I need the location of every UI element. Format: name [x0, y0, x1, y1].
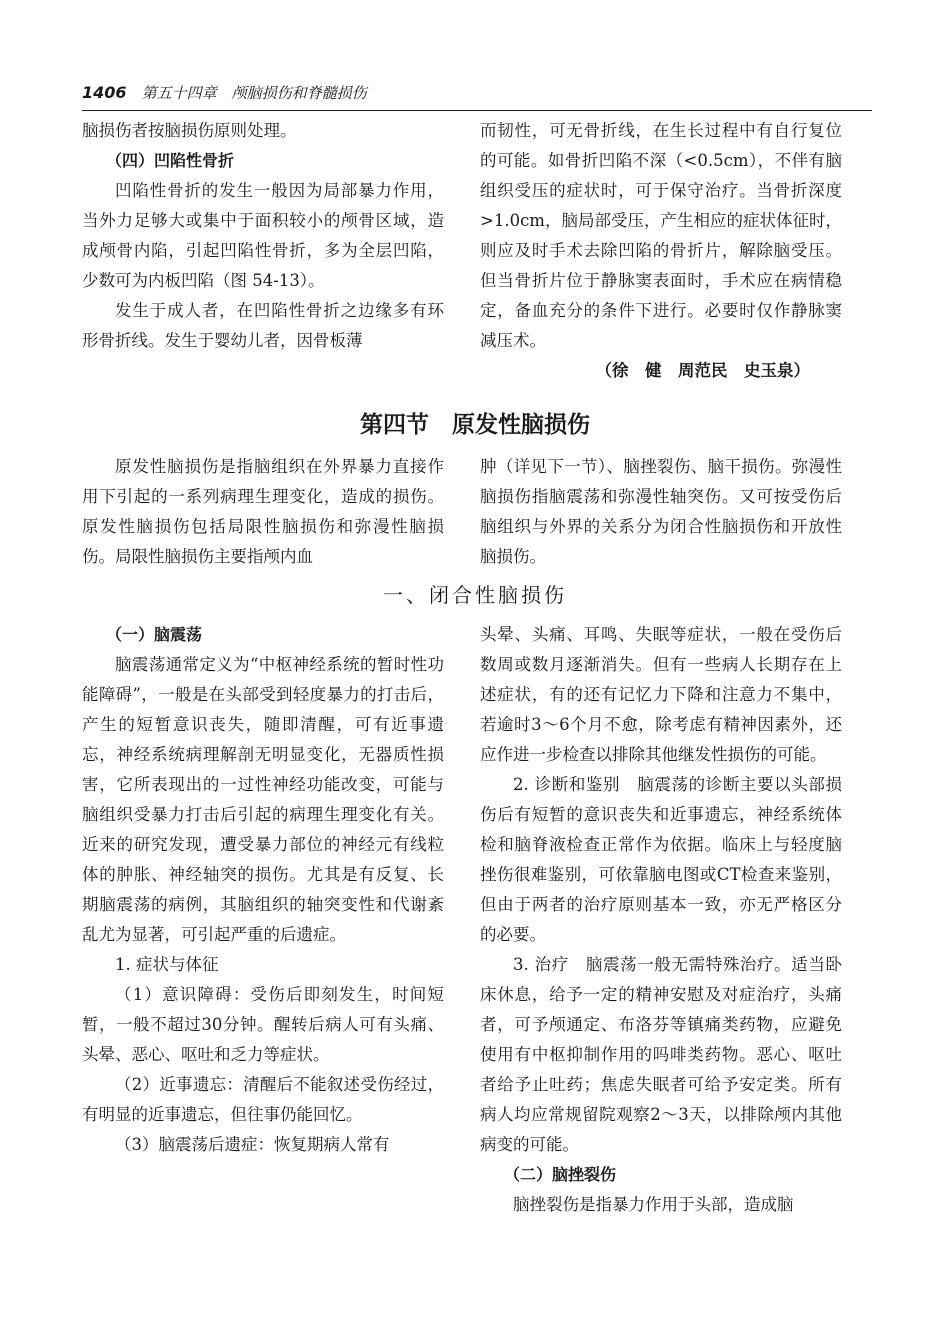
paragraph: 脑挫裂伤是指暴力作用于头部，造成脑: [513, 1195, 794, 1214]
intro-right-column: [480, 452, 842, 572]
paragraph: 凹陷性骨折的发生一般因为局部暴力作用，当外力足够大或集中于面积较小的颅骨区域，造成颅骨内陷，引起凹陷性骨折，多为全层凹陷，少数可为内板凹陷（图 54-13）。: [82, 181, 444, 290]
paragraph: 3. 治疗 脑震荡一般无需特殊治疗。适当卧床休息，给予一定的精神安慰及对症治疗，头痛者，可予颅通定、布洛芬等镇痛类药物，应避免使用有中枢抑制作用的吗啡类药物。恶心、呕吐者给予止吐药；焦虑失眠者可给予安定类。所有病人均应常规留院观察2～3天，以排除颅内其他病变的可能。: [480, 955, 842, 1154]
bottom-left-column: [82, 620, 444, 1160]
intro-left-column: [82, 452, 444, 572]
paragraph: 脑震荡通常定义为“中枢神经系统的暂时性功能障碍”，一般是在头部受到轻度暴力的打击后，产生的短暂意识丧失，随即清醒，可有近事遗忘，神经系统病理解剖无明显变化，无器质性损害，它所表现出的一过性神经功能改变，可能与脑组织受暴力打击后引起的病理生理变化有关。近来的研究发现，遭受暴力部位的神经元有线粒体的肿胀、神经轴突的损伤。尤其是有反复、长期脑震荡的病例，其脑组织的轴突变性和代谢紊乱尤为显著，可引起严重的后遗症。: [82, 655, 444, 944]
page-number: 1406: [82, 83, 127, 102]
paragraph: （3）脑震荡后遗症：恢复期病人常有: [115, 1135, 390, 1154]
page-header: [82, 82, 872, 111]
top-left-column: [82, 116, 444, 356]
heading-depressed-fracture: （四）凹陷性骨折: [106, 151, 235, 170]
paragraph: （2）近事遗忘：清醒后不能叙述受伤经过，有明显的近事遗忘，但往事仍能回忆。: [82, 1075, 444, 1124]
paragraph: 2. 诊断和鉴别 脑震荡的诊断主要以头部损伤后有短暂的意识丧失和近事遗忘，神经系统体检和脑脊液检查正常作为依据。临床上与轻度脑挫伤很难鉴别，可依靠脑电图或CT检查来鉴别，但由于两者的治疗原则基本一致，亦无严格区分的必要。: [480, 775, 842, 944]
bottom-right-column: [480, 620, 842, 1220]
top-right-column: [480, 116, 842, 386]
paragraph: 脑损伤者按脑损伤原则处理。: [82, 121, 297, 140]
chapter-title: 第五十四章 颅脑损伤和脊髓损伤: [141, 84, 367, 102]
section-title: 第四节 原发性脑损伤: [360, 412, 590, 438]
authors: （徐 健 周范民 史玉泉）: [595, 361, 810, 380]
heading-symptoms: 1. 症状与体征: [115, 955, 219, 974]
heading-contusion: （二）脑挫裂伤: [504, 1165, 617, 1184]
paragraph: 头晕、头痛、耳鸣、失眠等症状，一般在受伤后数周或数月逐渐消失。但有一些病人长期存在上述症状，有的还有记忆力下降和注意力不集中，若逾时3～6个月不愈，除考虑有精神因素外，还应作进一步检查以排除其他继发性损伤的可能。: [480, 625, 842, 764]
paragraph: 肿（详见下一节）、脑挫裂伤、脑干损伤。弥漫性脑损伤指脑震荡和弥漫性轴突伤。又可按受伤后脑组织与外界的关系分为闭合性脑损伤和开放性脑损伤。: [480, 457, 842, 566]
paragraph: 原发性脑损伤是指脑组织在外界暴力直接作用下引起的一系列病理生理变化，造成的损伤。原发性脑损伤包括局限性脑损伤和弥漫性脑损伤。局限性脑损伤主要指颅内血: [82, 457, 444, 566]
paragraph: （1）意识障碍：受伤后即刻发生，时间短暂，一般不超过30分钟。醒转后病人可有头痛、头晕、恶心、呕吐和乏力等症状。: [82, 985, 444, 1064]
paragraph: 而韧性，可无骨折线，在生长过程中有自行复位的可能。如骨折凹陷不深（<0.5cm），不伴有脑组织受压的症状时，可于保守治疗。当骨折深度>1.0cm，脑局部受压，产生相应的症状体征时，则应及时手术去除凹陷的骨折片，解除脑受压。但当骨折片位于静脉窦表面时，手术应在病情稳定，备血充分的条件下进行。必要时仅作静脉窦减压术。: [480, 121, 842, 350]
subsection-title: 一、闭合性脑损伤: [383, 583, 567, 607]
paragraph: 发生于成人者，在凹陷性骨折之边缘多有环形骨折线。发生于婴幼儿者，因骨板薄: [82, 301, 444, 350]
heading-concussion: （一）脑震荡: [106, 625, 203, 644]
